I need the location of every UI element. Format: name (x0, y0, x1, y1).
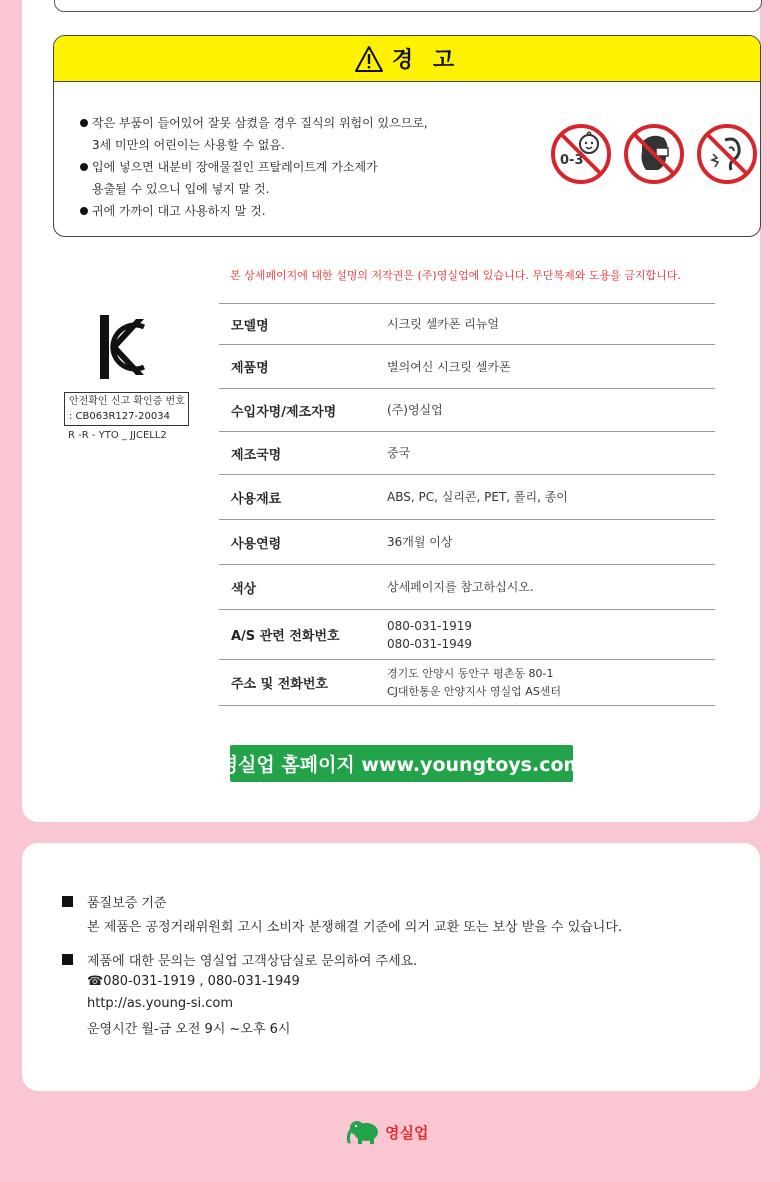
spec-value: 상세페이지를 참고하십시오. (387, 580, 534, 594)
previous-section-box (54, 0, 762, 12)
quality-heading: 품질보증 기준 (62, 891, 622, 911)
spec-value: 080-031-1919 080-031-1949 (387, 618, 473, 651)
homepage-button[interactable]: 영실업 홈페이지 www.youngtoys.com (230, 745, 573, 782)
inquiry-heading: 제품에 대한 문의는 영실업 고객상담실로 문의하여 주세요. (62, 949, 622, 969)
square-bullet-icon (62, 896, 73, 907)
warning-header (54, 36, 760, 82)
warning-triangle-icon (354, 45, 384, 73)
table-row (219, 304, 715, 345)
kc-mark-icon (98, 313, 146, 385)
kc-certificate-box (64, 392, 189, 426)
bullet-icon (80, 207, 88, 215)
warning-title: 경 고 (391, 48, 461, 73)
elephant-icon (345, 1118, 383, 1146)
spec-value: 별의여신 시크릿 셀카폰 (387, 359, 511, 374)
warning-box (53, 35, 761, 237)
warning-line: 3세 미만의 어린이는 사용할 수 없음. (92, 138, 285, 152)
as-website-link[interactable]: http://as.young-si.com (87, 996, 234, 1011)
warning-line: 작은 부품이 들어있어 잘못 삼켰을 경우 질식의 위험이 있으므로, (80, 112, 760, 134)
table-row (219, 389, 715, 432)
spec-value: 36개월 이상 (387, 535, 453, 549)
kc-cert-label: 안전확인 신고 확인증 번호 (69, 396, 185, 407)
warning-line: 용출될 수 있으니 입에 넣지 말 것. (92, 182, 270, 196)
footer-logo (345, 1118, 428, 1146)
quality-text: 본 제품은 공정거래위원회 고시 소비자 분쟁해결 기준에 의거 교환 또는 보상 받을 수 있습니다. (87, 920, 623, 935)
spec-table (219, 303, 715, 706)
no-ear-icon (695, 122, 759, 186)
bullet-icon (80, 163, 88, 171)
table-row (219, 520, 715, 565)
customer-info (62, 891, 622, 1037)
prohibition-icons (549, 122, 759, 186)
spec-label: 수입자명/제조자명 (231, 404, 337, 420)
spec-label: 색상 (231, 581, 257, 597)
table-row (219, 565, 715, 610)
spec-value: 시크릿 셀카폰 리뉴얼 (387, 317, 499, 331)
square-bullet-icon (62, 954, 73, 965)
spec-label: 제품명 (231, 361, 269, 376)
spec-label: A/S 관련 전화번호 (231, 629, 340, 644)
spec-label: 사용연령 (231, 536, 282, 552)
table-row (219, 660, 715, 706)
phone-numbers: ☎080-031-1919 , 080-031-1949 (87, 974, 300, 989)
spec-label: 주소 및 전화번호 (231, 677, 328, 692)
no-under-3-icon (549, 122, 613, 186)
no-mouth-icon (622, 122, 686, 186)
spec-value: 중국 (387, 446, 411, 460)
table-row (219, 345, 715, 389)
spec-value: (주)영실업 (387, 403, 443, 417)
kc-cert-number: : CB063R127-20034 (69, 411, 170, 422)
spec-value: 경기도 안양시 동안구 평촌동 80-1 CJ대한통운 안양지사 영실업 AS센터 (387, 666, 562, 698)
spec-label: 제조국명 (231, 447, 282, 463)
warning-line: 귀에 가까이 대고 사용하지 말 것. (80, 200, 760, 222)
business-hours: 운영시간 월-금 오전 9시 ~오후 6시 (87, 1022, 291, 1037)
warning-line: 입에 넣으면 내분비 장애물질인 프탈레이트계 가소제가 (80, 156, 760, 178)
spec-label: 모델명 (231, 318, 269, 334)
table-row (219, 610, 715, 660)
svg-text:0-3: 0-3 (560, 153, 584, 168)
brand-name: 영실업 (385, 1123, 429, 1142)
spec-value: ABS, PC, 실리콘, PET, 폴리, 종이 (387, 490, 568, 504)
kc-model-code: R -R - YTO _ JJCELL2 (68, 430, 167, 441)
spec-label: 사용재료 (231, 491, 282, 507)
table-row (219, 432, 715, 475)
table-row (219, 475, 715, 520)
copyright-notice: 본 상세페이지에 대한 설명의 저작권은 (주)영실업에 있습니다. 무단복제와 도용을 금지합니다. (230, 269, 681, 282)
bullet-icon (80, 119, 88, 127)
